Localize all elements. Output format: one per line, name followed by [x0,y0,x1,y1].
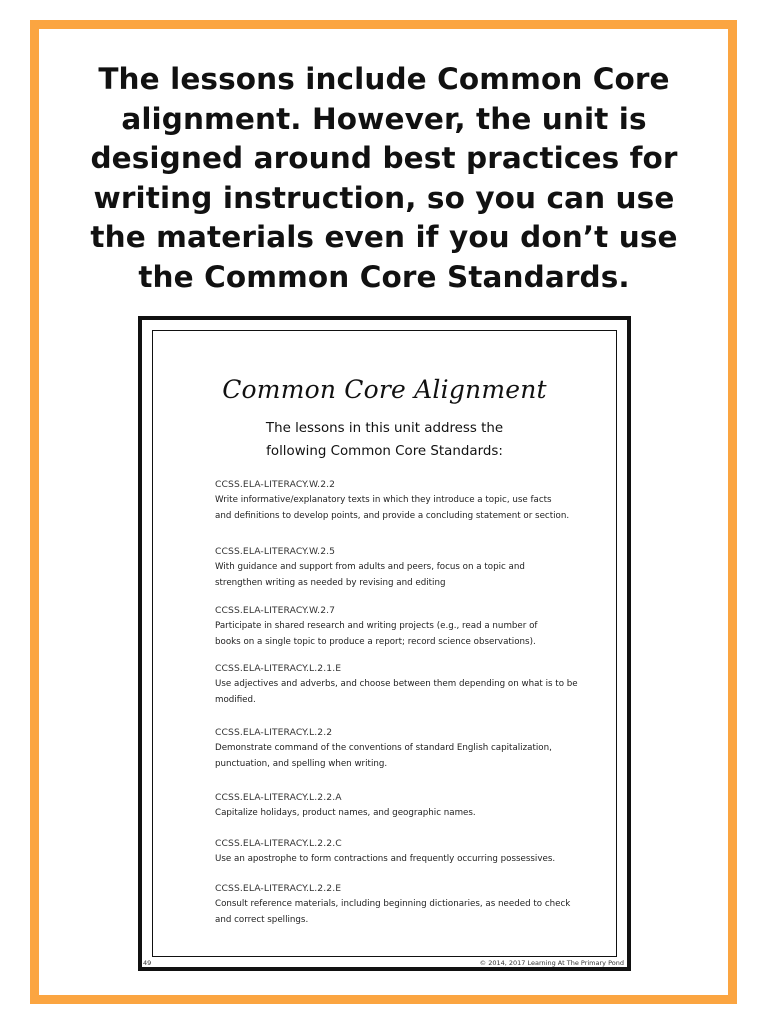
copyright-notice: © 2014, 2017 Learning At The Primary Pond [479,959,624,967]
standard-description-line: Use an apostrophe to form contractions and frequently occurring possessives. [215,854,556,864]
standard-code: CCSS.ELA-LITERACY.L.2.1.E [215,663,342,674]
headline-line: the Common Core Standards. [138,259,630,294]
standard-item [215,725,605,772]
headline-line: designed around best practices for [90,141,678,175]
document-preview [138,316,631,971]
standard-item [215,544,605,591]
standard-description-line: Demonstrate command of the conventions of standard English capitalization, [215,743,552,753]
standard-item [215,790,605,821]
standard-code: CCSS.ELA-LITERACY.W.2.7 [215,605,336,616]
standard-item [215,836,605,867]
standard-code: CCSS.ELA-LITERACY.L.2.2.C [215,838,342,849]
standard-description-line: strengthen writing as needed by revising and editing [215,578,446,588]
headline-line: The lessons include Common Core [98,62,670,96]
standard-description-line: Write informative/explanatory texts in which they introduce a topic, use facts [215,495,552,505]
standard-description-line: Use adjectives and adverbs, and choose between them depending on what is to be [215,679,578,689]
standard-description-line: With guidance and support from adults and peers, focus on a topic and [215,562,525,572]
standard-description-line: modified. [215,695,256,705]
standard-item [215,881,605,928]
standard-description-line: and correct spellings. [215,915,309,925]
standard-code: CCSS.ELA-LITERACY.W.2.2 [215,479,336,490]
headline-line: writing instruction, so you can use [93,180,675,215]
standard-item [215,477,605,524]
standard-description-line: books on a single topic to produce a report; record science observations). [215,637,536,647]
subtitle-line: The lessons in this unit address the [265,421,504,436]
document-title: Common Core Alignment [222,375,547,404]
standard-item [215,603,605,650]
standard-code: CCSS.ELA-LITERACY.W.2.5 [215,546,336,557]
document-subtitle [153,417,616,463]
headline-line: the materials even if you don’t use [90,220,678,254]
page-number: 49 [143,959,152,967]
standard-description-line: Capitalize holidays, product names, and geographic names. [215,808,476,818]
standard-item [215,661,605,708]
standard-code: CCSS.ELA-LITERACY.L.2.2 [215,727,333,738]
standard-description-line: and definitions to develop points, and provide a concluding statement or section. [215,511,570,521]
document-inner-border [152,330,617,957]
standard-code: CCSS.ELA-LITERACY.L.2.2.A [215,792,342,803]
standard-code: CCSS.ELA-LITERACY.L.2.2.E [215,883,342,894]
standard-description-line: Participate in shared research and writing projects (e.g., read a number of [215,621,538,631]
standard-description-line: punctuation, and spelling when writing. [215,759,388,769]
headline [45,60,723,297]
standard-description-line: Consult reference materials, including beginning dictionaries, as needed to check [215,899,571,909]
headline-line: alignment. However, the unit is [121,101,647,136]
subtitle-line: following Common Core Standards: [266,444,503,459]
